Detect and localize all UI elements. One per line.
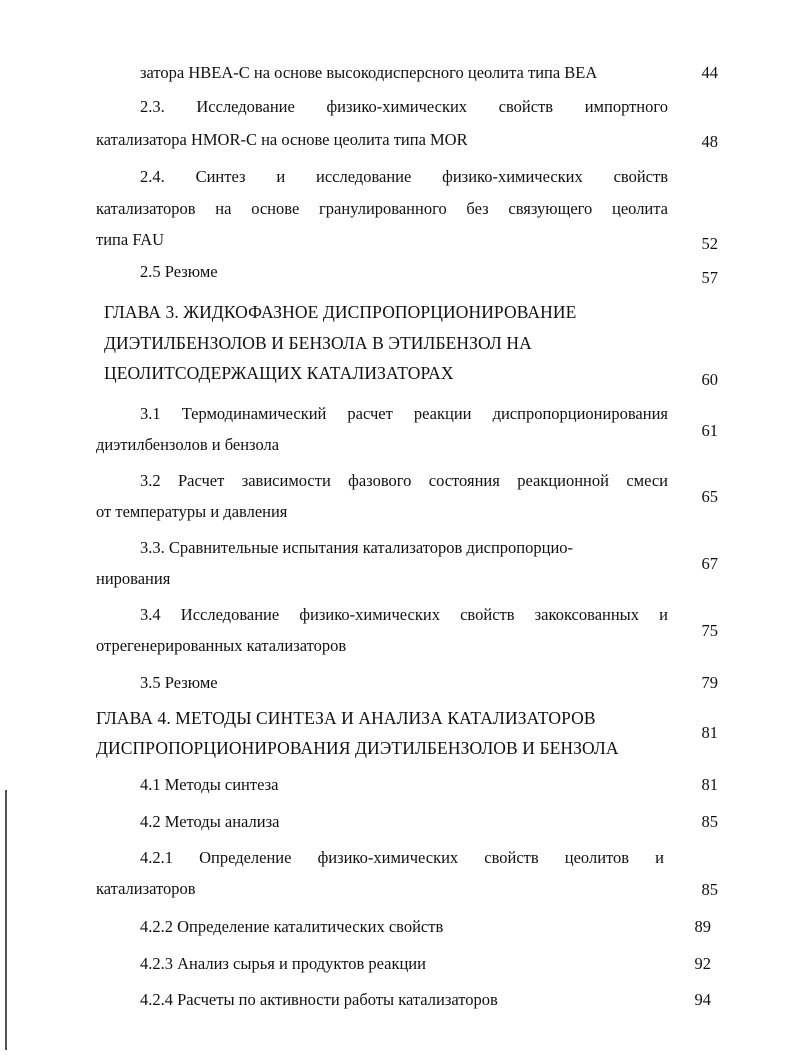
- toc-page-number: 85: [701, 880, 718, 899]
- toc-page-number: 65: [701, 487, 718, 506]
- toc-page-number: 44: [701, 63, 718, 82]
- toc-entry-text: 4.2.3 Анализ сырья и продуктов реакции: [140, 954, 426, 973]
- toc-page-number: 48: [701, 132, 718, 151]
- toc-entry-text: 4.1 Методы синтеза: [140, 775, 279, 794]
- toc-entry-text: 2.5 Резюме: [140, 262, 218, 281]
- toc-page-number: 79: [701, 673, 718, 692]
- toc-entry-text: типа FAU: [96, 230, 165, 249]
- toc-chapter-heading: ГЛАВА 4. МЕТОДЫ СИНТЕЗА И АНАЛИЗА КАТАЛИЗАТОРОВ: [96, 708, 596, 728]
- toc-chapter-heading: ЦЕОЛИТСОДЕРЖАЩИХ КАТАЛИЗАТОРАХ: [104, 363, 454, 383]
- toc-entry-text: отрегенерированных катализаторов: [96, 636, 347, 655]
- toc-page-number: 57: [701, 268, 718, 287]
- toc-chapter-heading: ДИСПРОПОРЦИОНИРОВАНИЯ ДИЭТИЛБЕНЗОЛОВ И БЕНЗОЛА: [96, 738, 619, 758]
- toc-entry-text: 4.2.1 Определение физико-химических свойств цеолитов и: [140, 848, 664, 867]
- toc-page-number: 67: [701, 554, 718, 573]
- toc-entry-text: 3.3. Сравнительные испытания катализаторов диспропорцио-: [140, 538, 574, 557]
- toc-page-number: 85: [701, 812, 718, 831]
- toc-page-number: 89: [694, 917, 711, 936]
- toc-entry-text: затора HBEA-C на основе высокодисперсного цеолита типа BEA: [140, 63, 598, 82]
- toc-page-number: 61: [701, 421, 718, 440]
- toc-entry-text: 4.2.4 Расчеты по активности работы катализаторов: [140, 990, 498, 1009]
- toc-page-number: 60: [701, 370, 718, 389]
- toc-page-number: 92: [694, 954, 711, 973]
- toc-entry-text: катализаторов на основе гранулированного без связующего цеолита: [96, 199, 668, 218]
- toc-page-number: 94: [694, 990, 711, 1009]
- toc-page-number: 75: [701, 621, 718, 640]
- toc-entry-text: от температуры и давления: [96, 502, 288, 521]
- toc-page-number: 81: [701, 723, 718, 742]
- toc-entry-text: катализаторов: [96, 879, 196, 898]
- toc-entry-text: нирования: [96, 569, 171, 588]
- toc-entry-text: 3.2 Расчет зависимости фазового состояния реакционной смеси: [140, 471, 668, 490]
- toc-entry-text: 4.2.2 Определение каталитических свойств: [140, 917, 444, 936]
- toc-page-number: 52: [701, 234, 718, 253]
- toc-entry-text: 2.4. Синтез и исследование физико-химических свойств: [140, 167, 668, 186]
- toc-page-number: 81: [701, 775, 718, 794]
- toc-entry-text: диэтилбензолов и бензола: [96, 435, 280, 454]
- toc-entry-text: катализатора HMOR-C на основе цеолита типа MOR: [96, 130, 468, 149]
- toc-entry-text: 3.4 Исследование физико-химических свойств закоксованных и: [140, 605, 668, 624]
- toc-chapter-heading: ДИЭТИЛБЕНЗОЛОВ И БЕНЗОЛА В ЭТИЛБЕНЗОЛ НА: [104, 333, 532, 353]
- toc-chapter-heading: ГЛАВА 3. ЖИДКОФАЗНОЕ ДИСПРОПОРЦИОНИРОВАНИЕ: [104, 302, 577, 322]
- toc-entry-text: 2.3. Исследование физико-химических свойств импортного: [140, 97, 668, 116]
- toc-entry-text: 3.5 Резюме: [140, 673, 218, 692]
- toc-entry-text: 3.1 Термодинамический расчет реакции диспропорционирования: [140, 404, 668, 423]
- toc-entry-text: 4.2 Методы анализа: [140, 812, 280, 831]
